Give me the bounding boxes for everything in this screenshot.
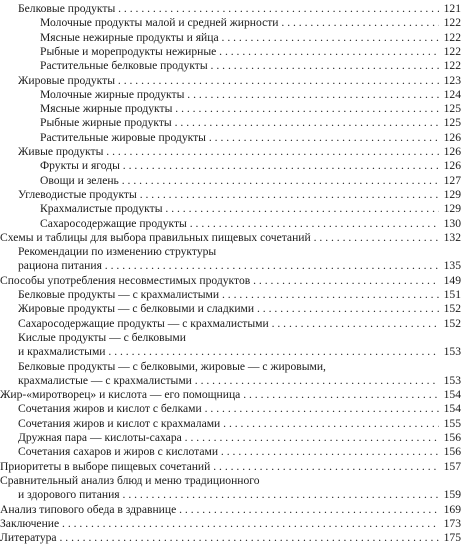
toc-entry — [0, 460, 461, 474]
toc-entry — [0, 317, 461, 331]
toc-entry — [0, 288, 461, 302]
toc-entry-page: 156 — [441, 445, 461, 459]
toc-entry — [0, 345, 461, 359]
toc-entry-title: Мясные нежирные продукты и яйца . . . — [40, 31, 439, 45]
toc-entry-title: Молочные жирные продукты . . . — [40, 88, 439, 102]
toc-entry-page: 126 — [441, 131, 461, 145]
toc-entry — [0, 402, 461, 416]
toc-entry — [0, 188, 461, 202]
toc-entry — [0, 488, 461, 502]
toc-entry-title: Рыбные жирные продукты . . . — [40, 116, 439, 130]
toc-entry-title: Заключение . . . — [0, 517, 439, 531]
toc-entry — [0, 202, 461, 216]
toc-entry — [0, 116, 461, 130]
toc-entry-title: Сахаросодержащие продукты — с крахмалистыми . . . — [18, 317, 439, 331]
toc-entry-title: Растительные жировые продукты . . . — [40, 131, 439, 145]
toc-entry — [0, 517, 461, 531]
toc-entry-title: Дружная пара — кислоты-сахара . . . — [18, 431, 439, 445]
toc-entry-title: и крахмалистыми . . . — [18, 345, 439, 359]
toc-entry — [0, 274, 461, 288]
toc-entry-page: 122 — [441, 45, 461, 59]
toc-entry — [0, 16, 461, 30]
toc-entry-page: 121 — [441, 2, 461, 16]
toc-entry-page: 154 — [441, 388, 461, 402]
toc-entry — [0, 374, 461, 388]
toc-entry-page: 125 — [441, 116, 461, 130]
toc-entry-title: Растительные белковые продукты . . . — [40, 59, 439, 73]
toc-entry-page: 126 — [441, 159, 461, 173]
toc-entry-page: 149 — [441, 274, 461, 288]
toc-entry-title: Белковые продукты — с крахмалистыми . . . — [18, 288, 439, 302]
toc-entry — [0, 503, 461, 517]
toc-entry-title: Рекомендации по изменению структуры — [18, 245, 217, 259]
toc-entry-page: 129 — [441, 188, 461, 202]
toc-entry-title: Сахаросодержащие продукты . . . — [40, 217, 439, 231]
toc-entry-page: 126 — [441, 145, 461, 159]
toc-entry-title: Жировые продукты — с белковыми и сладкими . . . — [18, 302, 439, 316]
toc-entry — [0, 259, 461, 273]
toc-entry-title: Жировые продукты . . . — [18, 74, 439, 88]
toc-entry-title: Способы употребления несовместимых продуктов . . . — [0, 274, 439, 288]
toc-entry — [0, 145, 461, 159]
toc-entry-page: 129 — [441, 202, 461, 216]
toc-entry — [0, 388, 461, 402]
toc-entry-page: 153 — [441, 374, 461, 388]
toc-entry-title: Жир-«миротворец» и кислота — его помощница . . . — [0, 388, 439, 402]
toc-entry-title: и здорового питания . . . — [18, 488, 439, 502]
toc-entry-page: 130 — [441, 217, 461, 231]
toc-entry — [0, 59, 461, 73]
toc-entry-page: 152 — [441, 317, 461, 331]
toc-entry — [0, 45, 461, 59]
toc-entry-title: Живые продукты . . . — [18, 145, 439, 159]
toc-entry-title: Мясные жирные продукты . . . — [40, 102, 439, 116]
toc-entry-title: Молочные продукты малой и средней жирности . . . — [40, 16, 439, 30]
toc-entry-page: 151 — [441, 288, 461, 302]
toc-entry-title: Белковые продукты . . . — [18, 2, 439, 16]
toc-entry — [0, 302, 461, 316]
toc-entry-title: Сочетания сахаров и жиров с кислотами . . . — [18, 445, 439, 459]
toc-entry — [0, 360, 461, 374]
toc-entry-title: Белковые продукты — с белковыми, жировые — с жировыми, — [18, 359, 326, 373]
toc-entry-title: Овощи и зелень . . . — [40, 174, 439, 188]
toc-entry-page: 123 — [441, 74, 461, 88]
toc-entry-page: 135 — [441, 259, 461, 273]
toc-entry-page: 122 — [441, 31, 461, 45]
toc-entry-title: крахмалистые — с крахмалистыми . . . — [18, 374, 439, 388]
toc-entry-page: 159 — [441, 488, 461, 502]
toc-entry-page: 153 — [441, 345, 461, 359]
toc-entry-title: рациона питания . . . — [18, 259, 439, 273]
toc-entry — [0, 174, 461, 188]
toc-entry-page: 124 — [441, 88, 461, 102]
toc-entry-page: 127 — [441, 174, 461, 188]
toc-entry — [0, 417, 461, 431]
toc-entry-title: Углеводистые продукты . . . — [18, 188, 439, 202]
toc-entry-title: Кислые продукты — с белковыми — [18, 330, 186, 344]
toc-entry — [0, 2, 461, 16]
toc-entry-page: 152 — [441, 302, 461, 316]
toc-entry — [0, 88, 461, 102]
toc-entry-title: Схемы и таблицы для выбора правильных пищевых сочетаний . . . — [0, 231, 439, 245]
toc-entry — [0, 474, 461, 488]
toc-entry — [0, 31, 461, 45]
toc-entry — [0, 531, 461, 545]
toc-entry-page: 173 — [441, 517, 461, 531]
toc-entry — [0, 102, 461, 116]
toc-entry-title: Сочетания жиров и кислот с белками . . . — [18, 402, 439, 416]
toc-entry-page: 169 — [441, 503, 461, 517]
toc-entry — [0, 431, 461, 445]
toc-entry-title: Сравнительный анализ блюд и меню традиционного — [0, 473, 260, 487]
toc-entry — [0, 159, 461, 173]
toc-entry-title: Литература . . . — [0, 531, 439, 545]
toc-entry — [0, 231, 461, 245]
toc-entry-title: Рыбные и морепродукты нежирные . . . — [40, 45, 439, 59]
toc-entry — [0, 131, 461, 145]
toc-entry-title: Приоритеты в выборе пищевых сочетаний . . . — [0, 460, 439, 474]
toc-entry — [0, 74, 461, 88]
toc-entry-title: Крахмалистые продукты . . . — [40, 202, 439, 216]
toc-entry-page: 125 — [441, 102, 461, 116]
toc-entry-title: Анализ типового обеда в здравнице . . . — [0, 503, 439, 517]
toc-entry-page: 175 — [441, 531, 461, 545]
toc-entry-page: 155 — [441, 417, 461, 431]
toc-entry-page: 156 — [441, 431, 461, 445]
toc-entry — [0, 217, 461, 231]
toc-entry-page: 122 — [441, 16, 461, 30]
toc-entry-title: Фрукты и ягоды . . . — [40, 159, 439, 173]
toc-entry-page: 157 — [441, 460, 461, 474]
toc-entry-page: 122 — [441, 59, 461, 73]
toc-entry-title: Сочетания жиров и кислот с крахмалами . . . — [18, 417, 439, 431]
toc-entry — [0, 331, 461, 345]
toc-entry-page: 154 — [441, 402, 461, 416]
toc-entry — [0, 245, 461, 259]
toc-entry — [0, 445, 461, 459]
toc-entry-page: 132 — [441, 231, 461, 245]
